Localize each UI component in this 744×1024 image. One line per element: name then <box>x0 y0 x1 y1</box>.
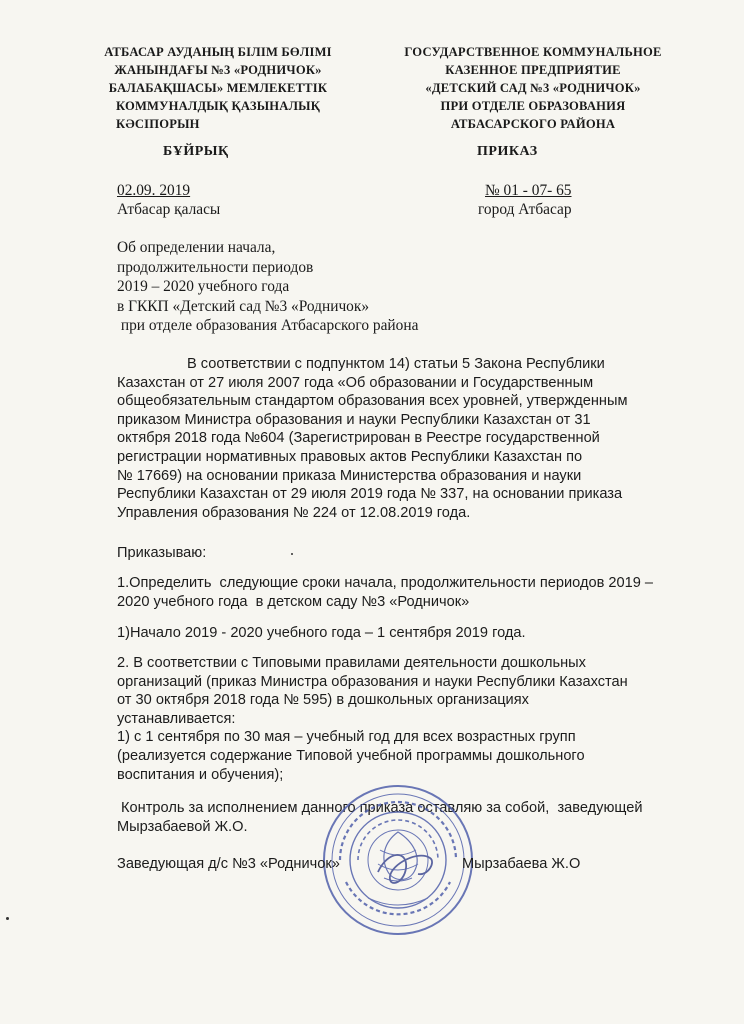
item-1 <box>117 574 653 611</box>
header-kz <box>68 43 368 133</box>
header-ru-line: «ДЕТСКИЙ САД №3 «РОДНИЧОК» <box>425 81 641 95</box>
subject-line: в ГККП «Детский сад №3 «Родничок» <box>117 297 370 315</box>
preamble-line: Казахстан от 27 июля 2007 года «Об образовании и Государственным <box>117 374 594 391</box>
item-2-line: воспитания и обучения); <box>117 766 284 783</box>
control-line: Мырзабаевой Ж.О. <box>117 818 248 835</box>
item-2-line: устанавливается: <box>117 710 236 727</box>
signature-position: Заведующая д/с №3 «Родничок» <box>117 856 340 872</box>
order-date: 02.09. 2019 <box>117 182 191 199</box>
control-line: Контроль за исполнением данного приказа оставляю за собой, заведующей <box>117 800 643 816</box>
item-2-line: (реализуется содержание Типовой учебной программы дошкольного <box>117 747 585 764</box>
header-kz-line: БАЛАБАҚШАСЫ» МЕМЛЕКЕТТІК <box>108 81 328 95</box>
item-1-line: 2020 учебного года в детском саду №3 «Родничок» <box>117 593 470 610</box>
title-ru: ПРИКАЗ <box>477 144 538 159</box>
city-ru: город Атбасар <box>478 201 572 218</box>
item-2-line: от 30 октября 2018 года № 595) в дошкольных организациях <box>117 692 529 709</box>
subject-line: Об определении начала, <box>117 239 276 256</box>
item-2-line: 2. В соответствии с Типовыми правилами деятельности дошкольных <box>117 655 586 671</box>
preamble-line: Управления образования № 224 от 12.08.2019 года. <box>117 504 471 521</box>
item-2-line: 1) с 1 сентября по 30 мая – учебный год для всех возрастных групп <box>117 729 576 746</box>
subject-line: при отделе образования Атбасарского района <box>117 317 419 335</box>
header-kz-line: КОММУНАЛДЫҚ ҚАЗЫНАЛЫҚ <box>115 99 321 113</box>
preamble-line: В соответствии с подпунктом 14) статьи 5 Закона Республики <box>187 356 605 372</box>
header-kz-line: КӘСІПОРЫН <box>116 117 200 131</box>
official-stamp-icon <box>318 780 478 940</box>
city-kz: Атбасар қаласы <box>117 201 221 218</box>
preamble <box>117 355 628 522</box>
item-2 <box>117 654 628 784</box>
signature-name: Мырзабаева Ж.О <box>462 856 581 872</box>
item-1-line: 1.Определить следующие сроки начала, продолжительности периодов 2019 – <box>117 575 654 591</box>
header-ru <box>378 43 688 133</box>
order-subject <box>117 238 418 336</box>
preamble-line: № 17669) на основании приказа Министерства образования и науки <box>117 467 582 484</box>
scan-speck <box>291 553 293 555</box>
item-2-line: организаций (приказ Министра образования и науки Республики Казахстан <box>117 673 628 690</box>
subject-line: 2019 – 2020 учебного года <box>117 278 290 296</box>
header-kz-line: ЖАНЫНДАҒЫ №3 «РОДНИЧОК» <box>114 63 322 77</box>
preamble-line: октября 2018 года №604 (Зарегистрирован в Реестре государственной <box>117 430 600 447</box>
preamble-line: общеобязательным стандартом образования всех уровней, утвержденным <box>117 393 628 410</box>
preamble-line: регистрации нормативных правовых актов Республики Казахстан по <box>117 448 583 465</box>
title-kz: БҰЙРЫҚ <box>163 144 229 159</box>
header-kz-line: АТБАСАР АУДАНЫҢ БІЛІМ БӨЛІМІ <box>104 45 332 59</box>
item-1-1: 1)Начало 2019 - 2020 учебного года – 1 сентября 2019 года. <box>117 625 526 641</box>
subject-line: продолжительности периодов <box>117 258 314 276</box>
header-ru-line: АТБАСАРСКОГО РАЙОНА <box>450 117 616 131</box>
preamble-line: Республики Казахстан от 29 июля 2019 года № 337, на основании приказа <box>117 486 623 503</box>
header-ru-line: ПРИ ОТДЕЛЕ ОБРАЗОВАНИЯ <box>440 99 626 113</box>
scan-speck <box>6 917 9 920</box>
preamble-line: приказом Министра образования и науки Республики Казахстан от 31 <box>117 411 591 428</box>
order-word: Приказываю: <box>117 545 207 561</box>
header-ru-line: ГОСУДАРСТВЕННОЕ КОММУНАЛЬНОЕ <box>404 45 662 59</box>
order-number: № 01 - 07- 65 <box>485 182 572 199</box>
header-ru-line: КАЗЕННОЕ ПРЕДПРИЯТИЕ <box>445 63 621 77</box>
